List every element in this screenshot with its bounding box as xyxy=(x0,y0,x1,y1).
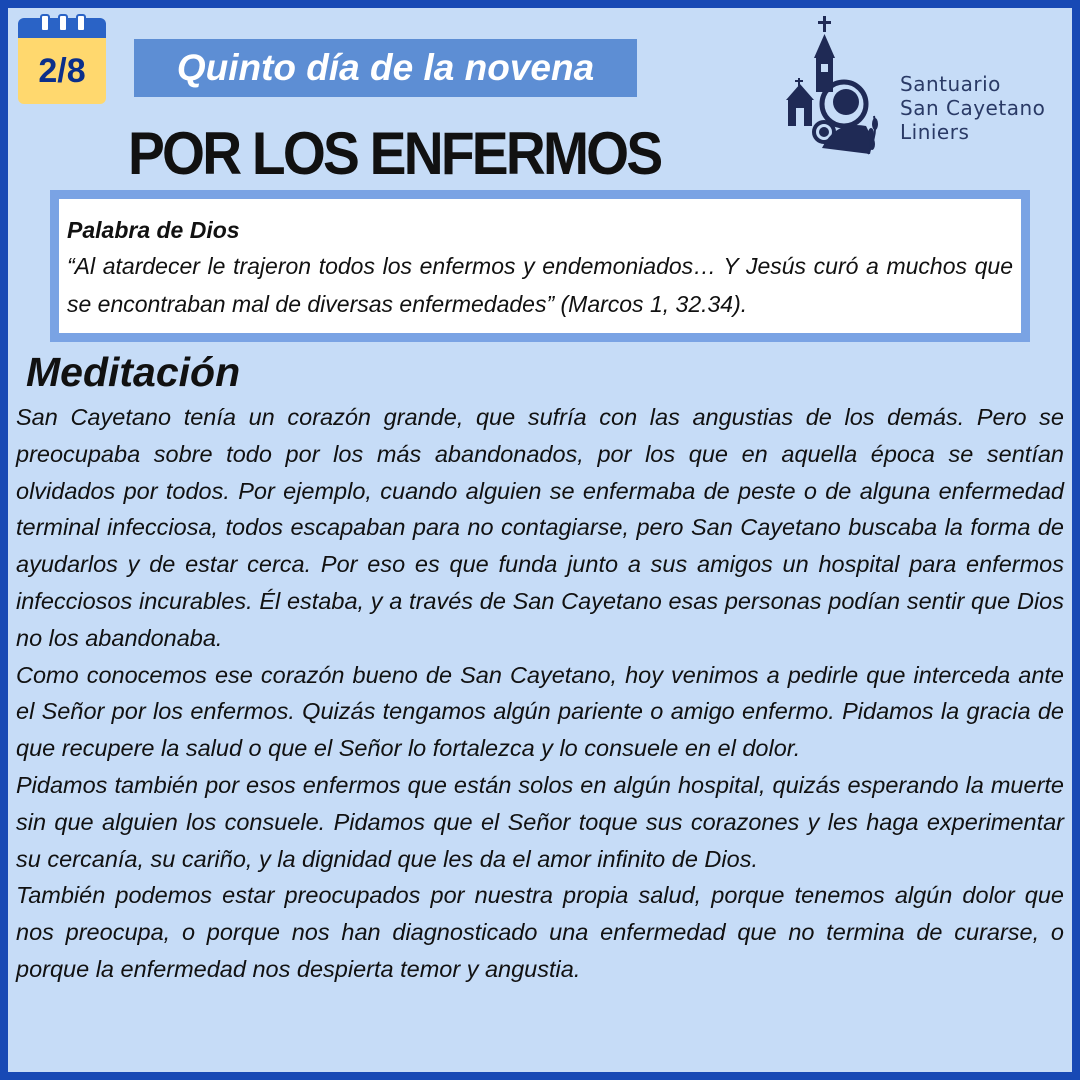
word-of-god-heading: Palabra de Dios xyxy=(67,217,240,243)
sanctuary-name-line: Santuario xyxy=(900,72,1001,96)
meditation-body xyxy=(16,399,1064,988)
meditation-paragraph: San Cayetano tenía un corazón grande, que sufría con las angustias de los demás. Pero se preocupaba sobre todo por los más abandonados, por los que en aquella época se sentían olvidados por todos. Por ejemplo, cuando alguien se enfermaba de peste o de alguna enfermedad terminal infecciosa, todos escapaban para no contagiarse, pero San Cayetano buscaba la forma de ayudarlos y de estar cerca. Por eso es que funda junto a sus amigos un hospital para enfermos infecciosos incurables. Él estaba, y a través de San Cayetano esas personas podían sentir que Dios no los abandonaba. xyxy=(16,404,1064,651)
bible-quote: “Al atardecer le trajeron todos los enfermos y endemoniados… Y Jesús curó a muchos que se encontraban mal de diversas enfermedades” (Marcos 1, 32.34). xyxy=(67,253,1013,317)
sanctuary-name-line: Liniers xyxy=(900,120,970,144)
word-of-god-content xyxy=(59,199,1021,333)
meditation-paragraph: Como conocemos ese corazón bueno de San Cayetano, hoy venimos a pedirle que interceda ante el Señor por los enfermos. Quizás tengamos algún pariente o amigo enfermo. Pidamos la gracia de que recupere la salud o que el Señor lo fortalezca y lo consuele en el dolor. xyxy=(16,661,1064,762)
page-title: POR LOS ENFERMOS xyxy=(128,120,661,187)
meditation-paragraph: También podemos estar preocupados por nuestra propia salud, porque tenemos algún dolor que nos preocupa, o porque nos han diagnosticado una enfermedad que no termina de curarse, o porque la enfermedad nos despierta temor y angustia. xyxy=(16,882,1064,982)
sanctuary-logo xyxy=(774,8,1074,158)
calendar-ring xyxy=(76,14,86,32)
novena-day-subtitle: Quinto día de la novena xyxy=(134,39,637,97)
date-badge-text: 2/8 xyxy=(18,38,106,104)
calendar-ring xyxy=(58,14,68,32)
meditation-paragraph: Pidamos también por esos enfermos que están solos en algún hospital, quizás esperando la muerte sin que alguien los consuele. Pidamos que el Señor toque sus corazones y les haga experimentar su cercanía, su cariño, y la dignidad que les da el amor infinito de Dios. xyxy=(16,771,1064,872)
calendar-ring xyxy=(40,14,50,32)
sanctuary-name-line: San Cayetano xyxy=(900,96,1046,120)
church-saint-logo xyxy=(774,8,884,158)
calendar-icon xyxy=(18,14,106,102)
meditation-heading: Meditación xyxy=(26,349,241,395)
word-of-god-box xyxy=(50,190,1030,342)
sanctuary-name xyxy=(900,72,1045,144)
